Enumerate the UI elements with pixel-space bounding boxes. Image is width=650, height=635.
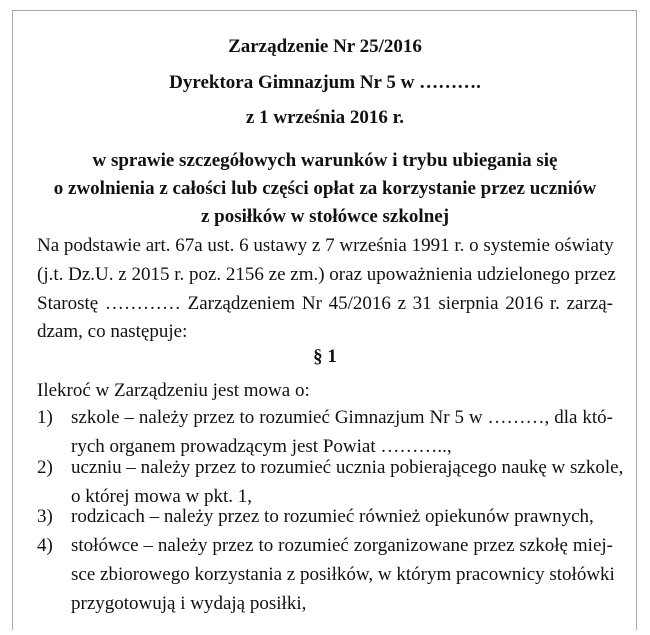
list-item-line: rych organem prowadzącym jest Powiat ……….., (71, 435, 452, 457)
section-symbol: § 1 (313, 346, 337, 367)
document-subject (0, 147, 650, 231)
list-item-line: przygotowują i wydają posiłki, (71, 592, 307, 614)
preamble-line: Na podstawie art. 67a ust. 6 ustawy z 7 września 1991 r. o systemie oświaty (37, 235, 614, 256)
document-title: Zarządzenie Nr 25/2016 (228, 36, 422, 57)
subject-line: z posiłków w stołówce szkolnej (200, 206, 450, 227)
preamble-line: dzam, co następuje: (37, 321, 188, 343)
document-date: z 1 września 2016 r. (245, 107, 405, 128)
list-item-number: 1) (37, 407, 53, 428)
document-issuer: Dyrektora Gimnazjum Nr 5 w ………. (169, 72, 481, 93)
list-item-line: sce zbiorowego korzystania z posiłków, w którym pracownicy stołówki (71, 563, 615, 585)
subject-line: o zwolnienia z całości lub części opłat za korzystanie przez uczniów (53, 178, 597, 199)
list-item-number: 4) (37, 535, 53, 556)
list-item-line: szkole – należy przez to rozumieć Gimnazjum Nr 5 w ………, dla któ- (71, 407, 613, 428)
section-intro: Ilekroć w Zarządzeniu jest mowa o: (37, 380, 310, 401)
list-item-number: 3) (37, 506, 53, 527)
preamble (37, 232, 616, 347)
list-item-number: 2) (37, 457, 53, 478)
preamble-line: (j.t. Dz.U. z 2015 r. poz. 2156 ze zm.) oraz upoważnienia udzielonego przez (37, 263, 616, 285)
subject-line: w sprawie szczegółowych warunków i trybu ubiegania się (92, 150, 558, 171)
preamble-line: Starostę ………… Zarządzeniem Nr 45/2016 z 31 sierpnia 2016 r. zarzą- (37, 292, 613, 314)
list-item-line: stołówce – należy przez to rozumieć zorganizowane przez szkołę miej- (71, 535, 613, 556)
list-item-line: o której mowa w pkt. 1, (71, 485, 253, 507)
list-item-line: rodzicach – należy przez to rozumieć również opiekunów prawnych, (71, 506, 594, 527)
list-item-line: uczniu – należy przez to rozumieć ucznia pobierającego naukę w szkole, (71, 457, 624, 478)
